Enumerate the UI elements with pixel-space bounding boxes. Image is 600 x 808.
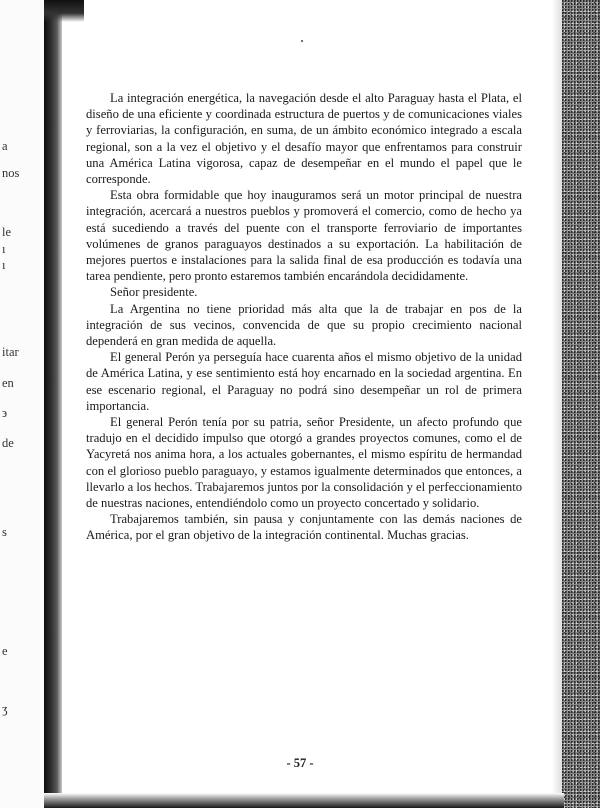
left-fragment: le [2,225,12,239]
facing-page-fragment [0,0,44,808]
paragraph: El general Perón ya perseguía hace cuarenta años el mismo objetivo de la unidad de América Latina, y ese sentimiento está hoy encarnado en la sociedad argentina. En ese escenario regional, el Paraguay no podrá sino desempeñar un rol de primera importancia. [86,350,522,413]
left-fragment: ı [2,258,6,272]
bottom-scan-edge [44,793,564,808]
book-gutter [44,0,62,808]
left-fragment: s [2,525,7,539]
paragraph: La integración energética, la navegación desde el alto Paraguay hasta el Plata, el diseño de una eficiente y coordinada estructura de puertos y de comunicaciones viales y ferroviarias, la configuración, en suma, de un ámbito económico integrado a escala regional, son a la vez el objetivo y el desafío mayor que enfrentamos para construir una América Latina vigorosa, capaz de desempeñar en el mundo el papel que le corresponde. [86,91,522,187]
left-fragment: nos [2,166,20,180]
left-fragment: ı [2,242,6,256]
left-fragment: a [2,139,8,153]
left-fragment: en [2,376,14,390]
left-fragment: ϶ [2,406,8,420]
paragraph: La Argentina no tiene prioridad más alta que la de trabajar en pos de la integración de sus vecinos, convencida de que su propio crecimiento nacional dependerá en gran medida de aquella. [86,301,522,349]
paragraph: Esta obra formidable que hoy inauguramos será un motor principal de nuestra integración, acercará a nuestros pueblos y promoverá el comercio, como de hecho ya está sucediendo a través del puente con el transporte ferroviario de importantes volúmenes de granos paraguayos destinados a su exportación. La habilitación de mejores puertos e instalaciones para la salida final de esa producción es todavía una tarea pendiente, pero pronto estaremos también encarándola decididamente. [86,188,522,284]
paragraph: Trabajaremos también, sin pausa y conjuntamente con las demás naciones de América, por el gran objetivo de la integración continental. Muchas gracias. [86,512,522,543]
left-fragment: ʒ [2,702,8,716]
speech-text [86,90,522,544]
page-number: - 57 - [286,756,314,770]
paragraph: El general Perón tenía por su patria, señor Presidente, un afecto profundo que tradujo en el decidido impulso que otorgó a grandes proyectos comunes, como el de Yacyretá nos anima hora, a los actuales gobernantes, el mismo espíritu de hermandad con el glorioso pueblo paraguayo, y estamos igualmente determinados que entonces, a llevarlo a los hechos. Trabajaremos juntos por la consolidación y el perfeccionamiento de nuestras naciones, entendiéndolo como un proyecto concertado y solidario. [86,415,522,511]
gutter-shadow [44,0,84,22]
paragraph: Señor presidente. [110,285,198,300]
dust-speck [301,40,303,42]
left-fragment: itar [2,345,19,359]
left-fragment: de [2,436,14,450]
scan-noise-edge [562,0,600,808]
left-fragment: e [2,644,8,658]
